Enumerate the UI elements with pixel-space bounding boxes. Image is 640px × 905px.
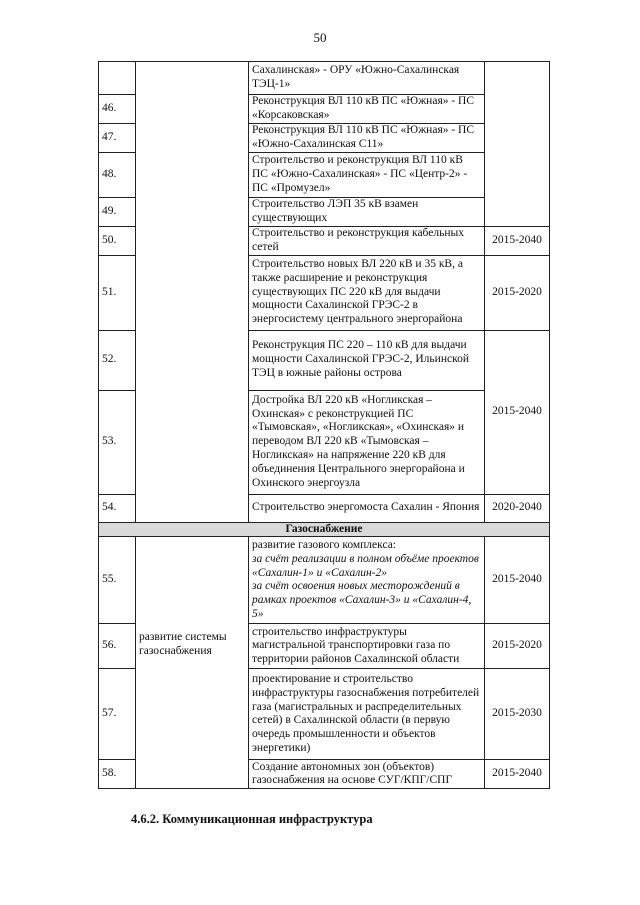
row-number: 56. — [99, 624, 136, 669]
period-cell: 2015-2040 — [485, 537, 550, 624]
work-description: Строительство и реконструкция ВЛ 110 кВ ПС «Южно-Сахалинская» - ПС «Центр-2» - ПС «Промузел» — [249, 153, 485, 198]
period-cell: 2015-2030 — [485, 669, 550, 760]
subsection-heading: 4.6.2. Коммуникационная инфраструктура — [131, 812, 373, 826]
row-number: 51. — [99, 255, 136, 330]
work-italic-line: за счёт освоения новых месторождений в рамках проектов «Сахалин-3» и «Сахалин-4, 5» — [252, 580, 472, 620]
section-title: Газоснабжение — [99, 522, 550, 537]
row-number: 58. — [99, 760, 136, 789]
period-cell: 2020-2040 — [485, 494, 550, 522]
row-number: 47. — [99, 124, 136, 153]
work-description: Сахалинская» - ОРУ «Южно-Сахалинская ТЭЦ-1» — [249, 62, 485, 95]
table-row — [99, 537, 550, 624]
period-cell: 2015-2040 — [485, 330, 550, 494]
row-number: 53. — [99, 390, 136, 494]
work-italic-line: за счёт реализации в полном объёме проектов «Сахалин-1» и «Сахалин-2» — [252, 552, 479, 579]
work-description: Реконструкция ВЛ 110 кВ ПС «Южная» - ПС «Южно-Сахалинская С11» — [249, 124, 485, 153]
measures-table — [98, 61, 550, 789]
period-cell — [485, 62, 550, 227]
period-cell: 2015-2020 — [485, 255, 550, 330]
work-description: Реконструкция ПС 220 – 110 кВ для выдачи мощности Сахалинской ГРЭС-2, Ильинской ТЭЦ в южные районы острова — [249, 330, 485, 390]
group-cell — [136, 62, 249, 523]
period-cell: 2015-2040 — [485, 760, 550, 789]
row-number: 54. — [99, 494, 136, 522]
work-description: проектирование и строительство инфраструктуры газоснабжения потребителей газа (магистральных и распределительных сетей) в Сахалинской области (в первую очередь промышленности и объектов энергетики) — [249, 669, 485, 760]
work-description — [249, 537, 485, 624]
row-number: 55. — [99, 537, 136, 624]
work-description: Создание автономных зон (объектов) газоснабжения на основе СУГ/КПГ/СПГ — [249, 760, 485, 789]
period-cell: 2015-2040 — [485, 227, 550, 256]
work-intro: развитие газового комплекса: — [252, 539, 396, 551]
work-description: строительство инфраструктуры магистральной транспортировки газа по территории районов Сахалинской области — [249, 624, 485, 669]
row-number: 57. — [99, 669, 136, 760]
work-description: Строительство ЛЭП 35 кВ взамен существующих — [249, 198, 485, 227]
period-cell: 2015-2020 — [485, 624, 550, 669]
row-number: 49. — [99, 198, 136, 227]
row-number: 50. — [99, 227, 136, 256]
work-description: Строительство и реконструкция кабельных сетей — [249, 227, 485, 256]
group-label: развитие системы газоснабжения — [136, 537, 249, 789]
row-number: 48. — [99, 153, 136, 198]
work-description: Реконструкция ВЛ 110 кВ ПС «Южная» - ПС «Корсаковская» — [249, 95, 485, 124]
table-row — [99, 62, 550, 95]
section-header-row — [99, 522, 550, 537]
work-description: Строительство новых ВЛ 220 кВ и 35 кВ, а также расширение и реконструкция существующих ПС 220 кВ для выдачи мощности Сахалинской ГРЭС-2 в энергосистему центрального энергорайона — [249, 255, 485, 330]
row-number: 52. — [99, 330, 136, 390]
work-description: Достройка ВЛ 220 кВ «Ногликская – Охинская» с реконструкцией ПС «Тымовская», «Ногликская», «Охинская» и переводом ВЛ 220 кВ «Тымовская – Ногликская» на напряжение 220 кВ для объединения Центрального энергорайона и Охинского энергоузла — [249, 390, 485, 494]
work-description: Строительство энергомоста Сахалин - Япония — [249, 494, 485, 522]
page-number: 50 — [313, 30, 327, 45]
row-number: 46. — [99, 95, 136, 124]
row-number — [99, 62, 136, 95]
